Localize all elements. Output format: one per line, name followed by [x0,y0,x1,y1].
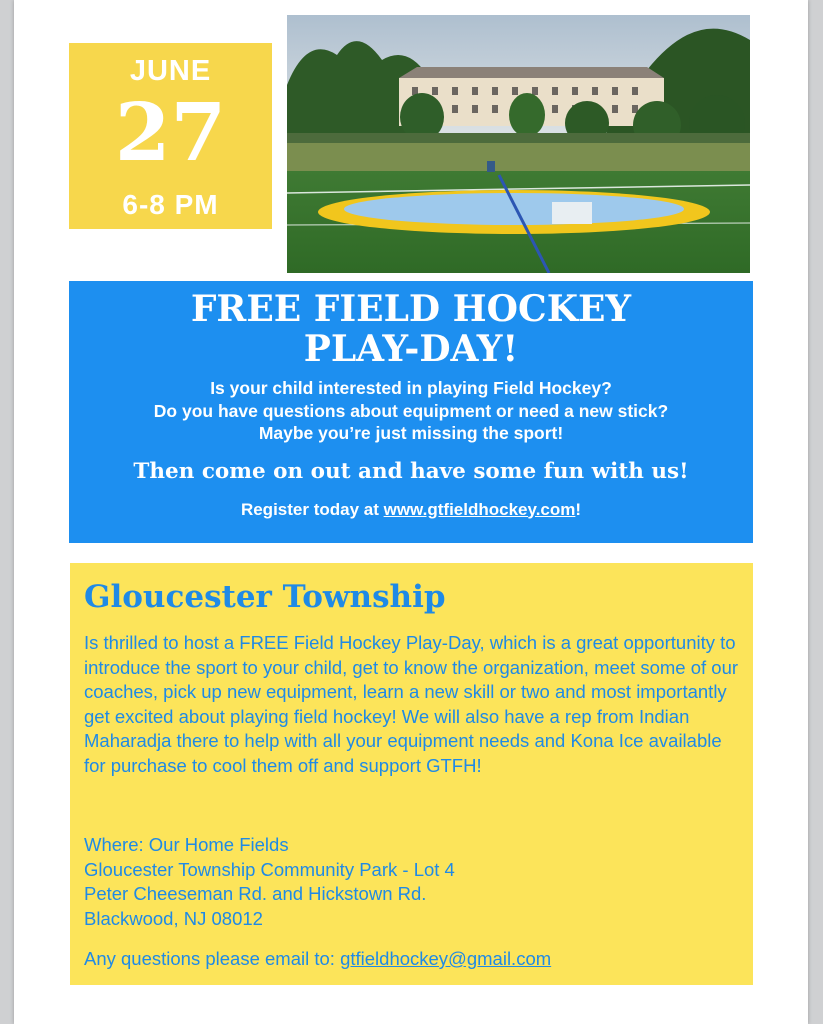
contact-line [84,948,551,970]
register-link[interactable]: www.gtfieldhockey.com [383,499,576,519]
event-banner [69,281,753,543]
event-title-line-1: FREE FIELD HOCKEY [190,288,632,330]
field-photo [287,15,750,273]
info-heading: Gloucester Township [84,579,446,615]
location-block [84,833,455,931]
date-box [69,43,272,229]
register-line [69,500,753,520]
location-line: Peter Cheeseman Rd. and Hickstown Rd. [84,883,427,904]
contact-email-link[interactable]: gtfieldhockey@gmail.com [340,948,552,969]
register-suffix: ! [575,499,582,519]
event-questions [69,377,753,445]
question-line: Do you have questions about equipment or need a new stick? [153,400,669,421]
date-time: 6-8 PM [122,189,219,220]
info-body: Is thrilled to host a FREE Field Hockey Play-Day, which is a great opportunity to introduce the sport to your child, get to know the organization, meet some of our coaches, pick up new equipment, learn a new skill or two and most importantly get excited about playing field hockey! We will also have a rep from Indian Maharadja there to help with all your equipment needs and Kona Ice available for purchase to cool them off and support GTFH! [84,632,739,776]
flyer-page [14,0,808,1024]
event-title-line-2: PLAY-DAY! [303,328,519,370]
location-line: Gloucester Township Community Park - Lot 4 [84,858,455,880]
register-prefix: Register today at [240,499,384,519]
date-day: 27 [114,85,227,179]
location-line: Where: Our Home Fields [84,834,289,855]
info-box [70,563,753,985]
question-line: Maybe you’re just missing the sport! [258,423,564,443]
event-title [69,289,753,369]
field-hockey-field-photo-icon [287,15,750,273]
contact-prefix: Any questions please email to: [84,948,341,969]
question-line: Is your child interested in playing Field Hockey? [210,378,612,398]
date-month: JUNE [129,55,212,87]
come-out-text: Then come on out and have some fun with us! [133,458,689,484]
location-line: Blackwood, NJ 08012 [84,907,263,929]
